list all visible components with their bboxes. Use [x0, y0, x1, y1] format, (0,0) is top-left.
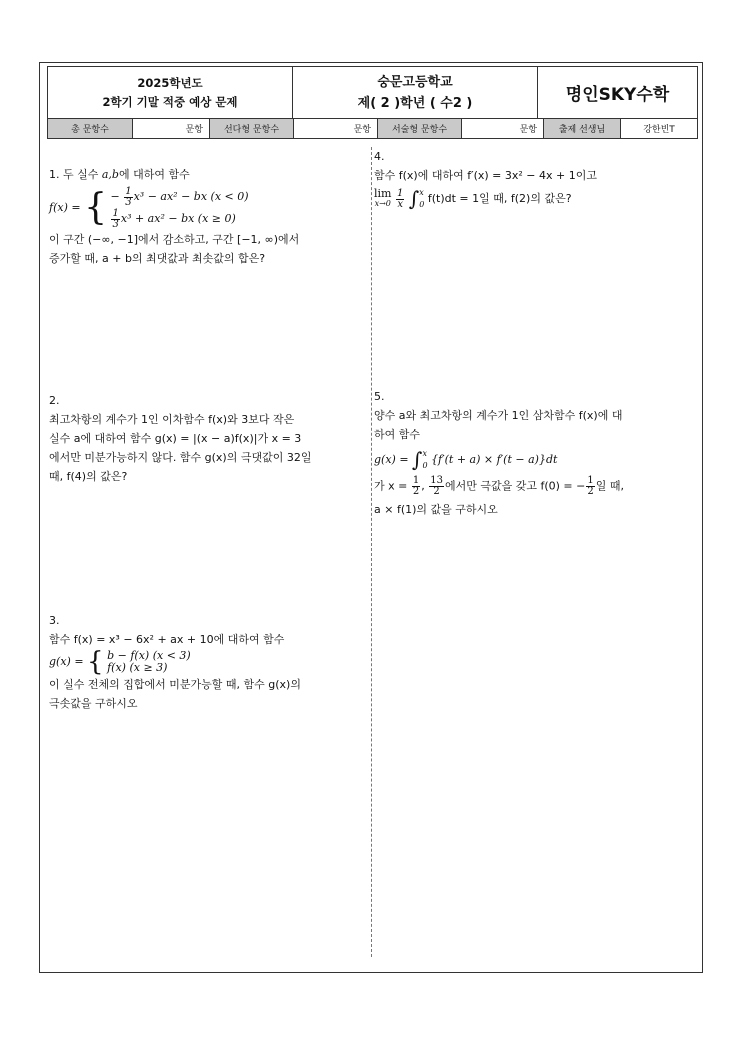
q2-line1: 최고차항의 계수가 1인 이차함수 f(x)와 3보다 작은	[49, 413, 295, 426]
q5-line2: 하여 함수	[374, 428, 421, 441]
exam-info-row	[47, 119, 698, 139]
q1-case1-pre: −	[110, 190, 124, 203]
q5-int-lower: 0	[422, 461, 428, 470]
q5-comma: ,	[421, 479, 429, 493]
header-brand-cell	[537, 67, 697, 118]
q5-num: 5.	[374, 390, 385, 403]
essay-count-unit: 문항	[461, 119, 543, 138]
q1-intro-vars: a,b	[101, 168, 119, 181]
q3-num: 3.	[49, 614, 60, 627]
q4-int-upper: x	[419, 188, 424, 197]
q4-line2-rest: f(t)dt = 1일 때, f(2)의 값은?	[427, 192, 572, 205]
q3-case2: f(x) (x ≥ 3)	[107, 661, 168, 674]
q5-gx: g(x) =	[374, 453, 409, 466]
q5-line4-c: 일 때,	[595, 479, 624, 493]
q1-frac1-d: 3	[125, 196, 132, 208]
brand-name: 명인SKY수학	[565, 85, 670, 105]
q5-f2-n: 13	[430, 475, 443, 486]
q5-line1: 양수 a와 최고차항의 계수가 1인 삼차함수 f(x)에 대	[374, 409, 623, 422]
q5-int-upper: x	[422, 449, 427, 458]
q3-cases	[107, 650, 191, 674]
q1-fx: f(x) =	[49, 201, 81, 214]
q4-lim-word: lim	[374, 187, 392, 200]
q5-integral-icon: ∫	[412, 447, 423, 472]
teacher-label: 출제 선생님	[543, 119, 620, 138]
q1-frac2-d: 3	[112, 218, 119, 230]
q4-line1: 함수 f(x)에 대하여 f′(x) = 3x² − 4x + 1이고	[374, 169, 597, 182]
question-3	[49, 611, 369, 713]
q1-cases	[110, 186, 248, 230]
q5-integrand: {f′(t + a) × f′(t − a)}dt	[431, 453, 558, 466]
q3-line3: 이 실수 전체의 집합에서 미분가능할 때, 함수 g(x)의	[49, 678, 301, 691]
mc-count-unit: 문항	[293, 119, 377, 138]
essay-count-label: 서술형 문항수	[377, 119, 461, 138]
total-count-unit: 문항	[132, 119, 209, 138]
q1-case1-post: x³ − ax² − bx (x < 0)	[133, 190, 249, 203]
q3-line4: 극솟값을 구하시오	[49, 697, 138, 710]
q1-brace-icon: {	[84, 187, 107, 228]
q2-num: 2.	[49, 394, 60, 407]
column-divider	[371, 147, 372, 957]
q4-frac-d: x	[397, 198, 403, 210]
question-1	[49, 165, 369, 268]
exam-page	[39, 62, 703, 973]
q2-line3: 에서만 미분가능하지 않다. 함수 g(x)의 극댓값이 32일	[49, 451, 312, 464]
q4-int-lower: 0	[419, 200, 425, 209]
q2-line2: 실수 a에 대하여 함수 g(x) = |(x − a)f(x)|가 x = 3	[49, 432, 302, 445]
q3-brace-icon: {	[87, 647, 104, 677]
q5-line4-b: 에서만 극값을 갖고 f(0) = −	[444, 479, 586, 493]
q4-num: 4.	[374, 150, 385, 163]
q2-line4: 때, f(4)의 값은?	[49, 470, 128, 483]
q3-case1: b − f(x) (x < 3)	[107, 649, 191, 662]
q3-gx: g(x) =	[49, 655, 84, 668]
mc-count-label: 선다형 문항수	[209, 119, 293, 138]
q1-case2-post: x³ + ax² − bx (x ≥ 0)	[120, 212, 236, 225]
q5-f1-d: 2	[412, 486, 420, 497]
q4-lim-sub: x→0	[374, 199, 391, 208]
q1-frac2-n: 1	[112, 207, 119, 219]
grade-subject: 제( 2 )학년 ( 수2 )	[357, 95, 473, 111]
q5-f2-d: 2	[433, 486, 440, 497]
question-2	[49, 391, 369, 486]
exam-year: 2025학년도	[137, 75, 203, 90]
q5-line5: a × f(1)의 값을 구하시오	[374, 503, 498, 516]
q1-frac1-n: 1	[125, 185, 132, 197]
q3-line1: 함수 f(x) = x³ − 6x² + ax + 10에 대하여 함수	[49, 633, 285, 646]
teacher-name: 강한빈T	[620, 119, 697, 138]
q4-frac-n: 1	[396, 187, 404, 199]
q1-intro-num: 1. 두 실수	[49, 168, 102, 181]
q5-f1-n: 1	[412, 475, 420, 486]
q1-intro-rest: 에 대하여 함수	[118, 168, 190, 181]
q5-line4-a: 가 x =	[374, 479, 411, 493]
q5-f3-d: 2	[587, 486, 594, 497]
q4-limit	[374, 189, 391, 209]
question-5	[374, 387, 699, 519]
exam-title: 2학기 기말 적중 예상 문제	[102, 94, 238, 109]
q4-integral-icon: ∫	[408, 186, 420, 211]
q1-line3: 이 구간 (−∞, −1]에서 감소하고, 구간 [−1, ∞)에서	[49, 233, 300, 246]
exam-header	[47, 66, 698, 119]
question-4	[374, 147, 699, 211]
header-title-cell	[48, 67, 292, 118]
school-name: 숭문고등학교	[377, 74, 453, 90]
q5-f3-n: 1	[587, 475, 594, 486]
total-count-label: 총 문항수	[48, 119, 132, 138]
header-school-cell	[292, 67, 537, 118]
q1-line4: 증가할 때, a + b의 최댓값과 최솟값의 합은?	[49, 252, 266, 265]
